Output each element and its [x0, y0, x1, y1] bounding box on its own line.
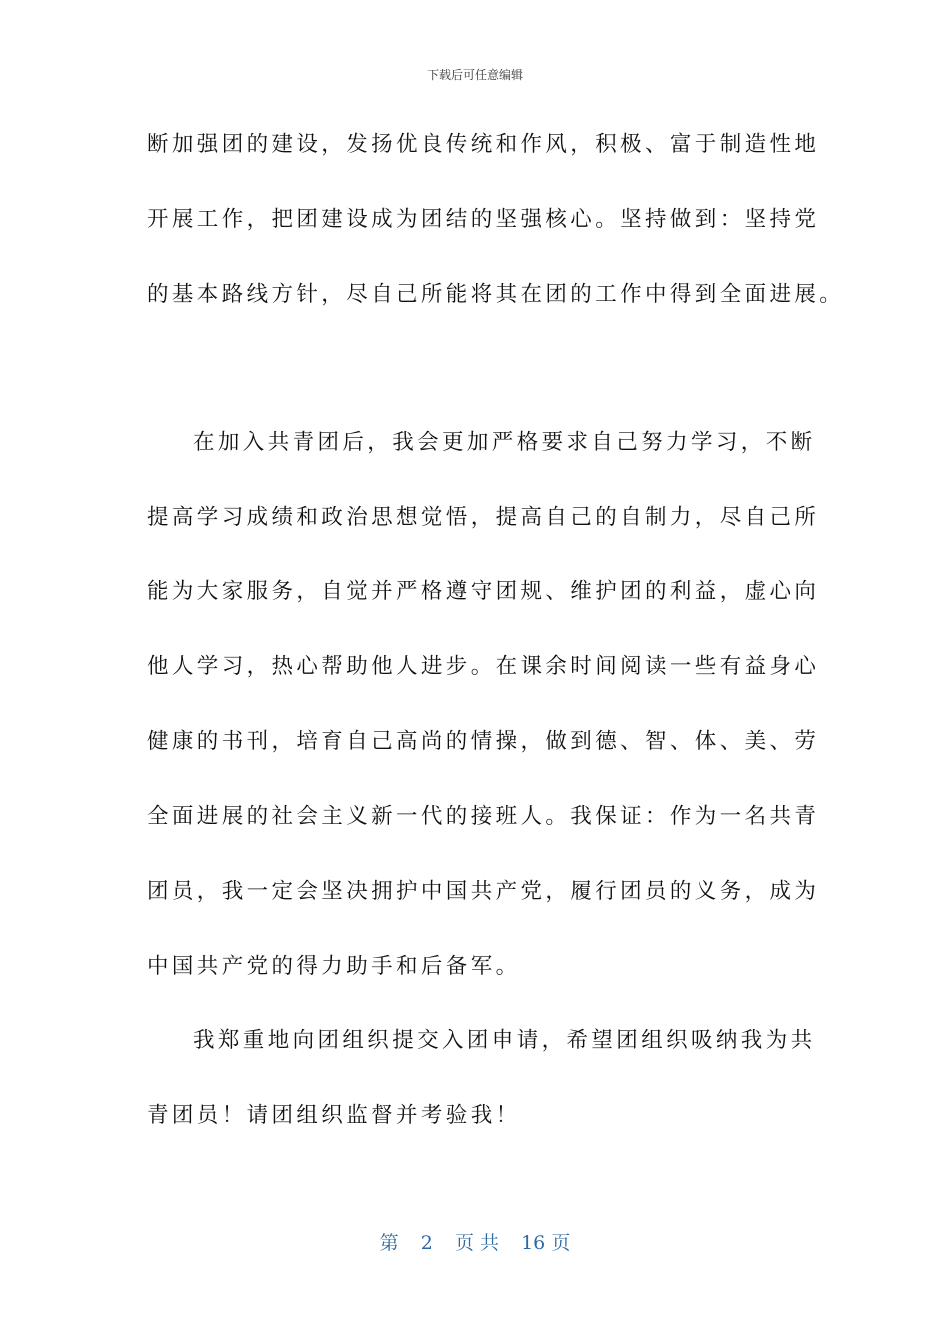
footer-middle: 页 共	[454, 1232, 499, 1254]
page-header-note: 下载后可任意编辑	[426, 68, 523, 82]
paragraph-line: 中国共产党的得力助手和后备军。	[147, 954, 521, 979]
paragraph-line: 的基本路线方针，尽自己所能将其在团的工作中得到全面进展。	[147, 282, 845, 307]
paragraph-line: 能为大家服务，自觉并严格遵守团规、维护团的利益，虚心向	[147, 579, 820, 604]
footer-prefix: 第	[379, 1232, 399, 1254]
paragraph-line: 团员，我一定会坚决拥护中国共产党，履行团员的义务，成为	[147, 879, 820, 904]
page-number-footer	[0, 1228, 950, 1255]
paragraph-line: 健康的书刊，培育自己高尚的情操，做到德、智、体、美、劳	[147, 729, 820, 754]
paragraph-line: 在加入共青团后，我会更加严格要求自己努力学习，不断	[193, 430, 816, 455]
paragraph-line: 青团员！请团组织监督并考验我！	[147, 1103, 521, 1128]
paragraph-line: 开展工作，把团建设成为团结的坚强核心。坚持做到：坚持党	[147, 207, 820, 232]
paragraph-line: 断加强团的建设，发扬优良传统和作风，积极、富于制造性地	[147, 132, 820, 157]
current-page-number: 2	[420, 1232, 433, 1254]
total-pages-number: 16	[521, 1232, 546, 1254]
paragraph-line: 提高学习成绩和政治思想觉悟，提高自己的自制力，尽自己所	[147, 505, 820, 530]
paragraph-line: 我郑重地向团组织提交入团申请，希望团组织吸纳我为共	[193, 1028, 816, 1053]
paragraph-line: 他人学习，热心帮助他人进步。在课余时间阅读一些有益身心	[147, 654, 820, 679]
footer-suffix: 页	[551, 1232, 571, 1254]
paragraph-line: 全面进展的社会主义新一代的接班人。我保证：作为一名共青	[147, 804, 820, 829]
